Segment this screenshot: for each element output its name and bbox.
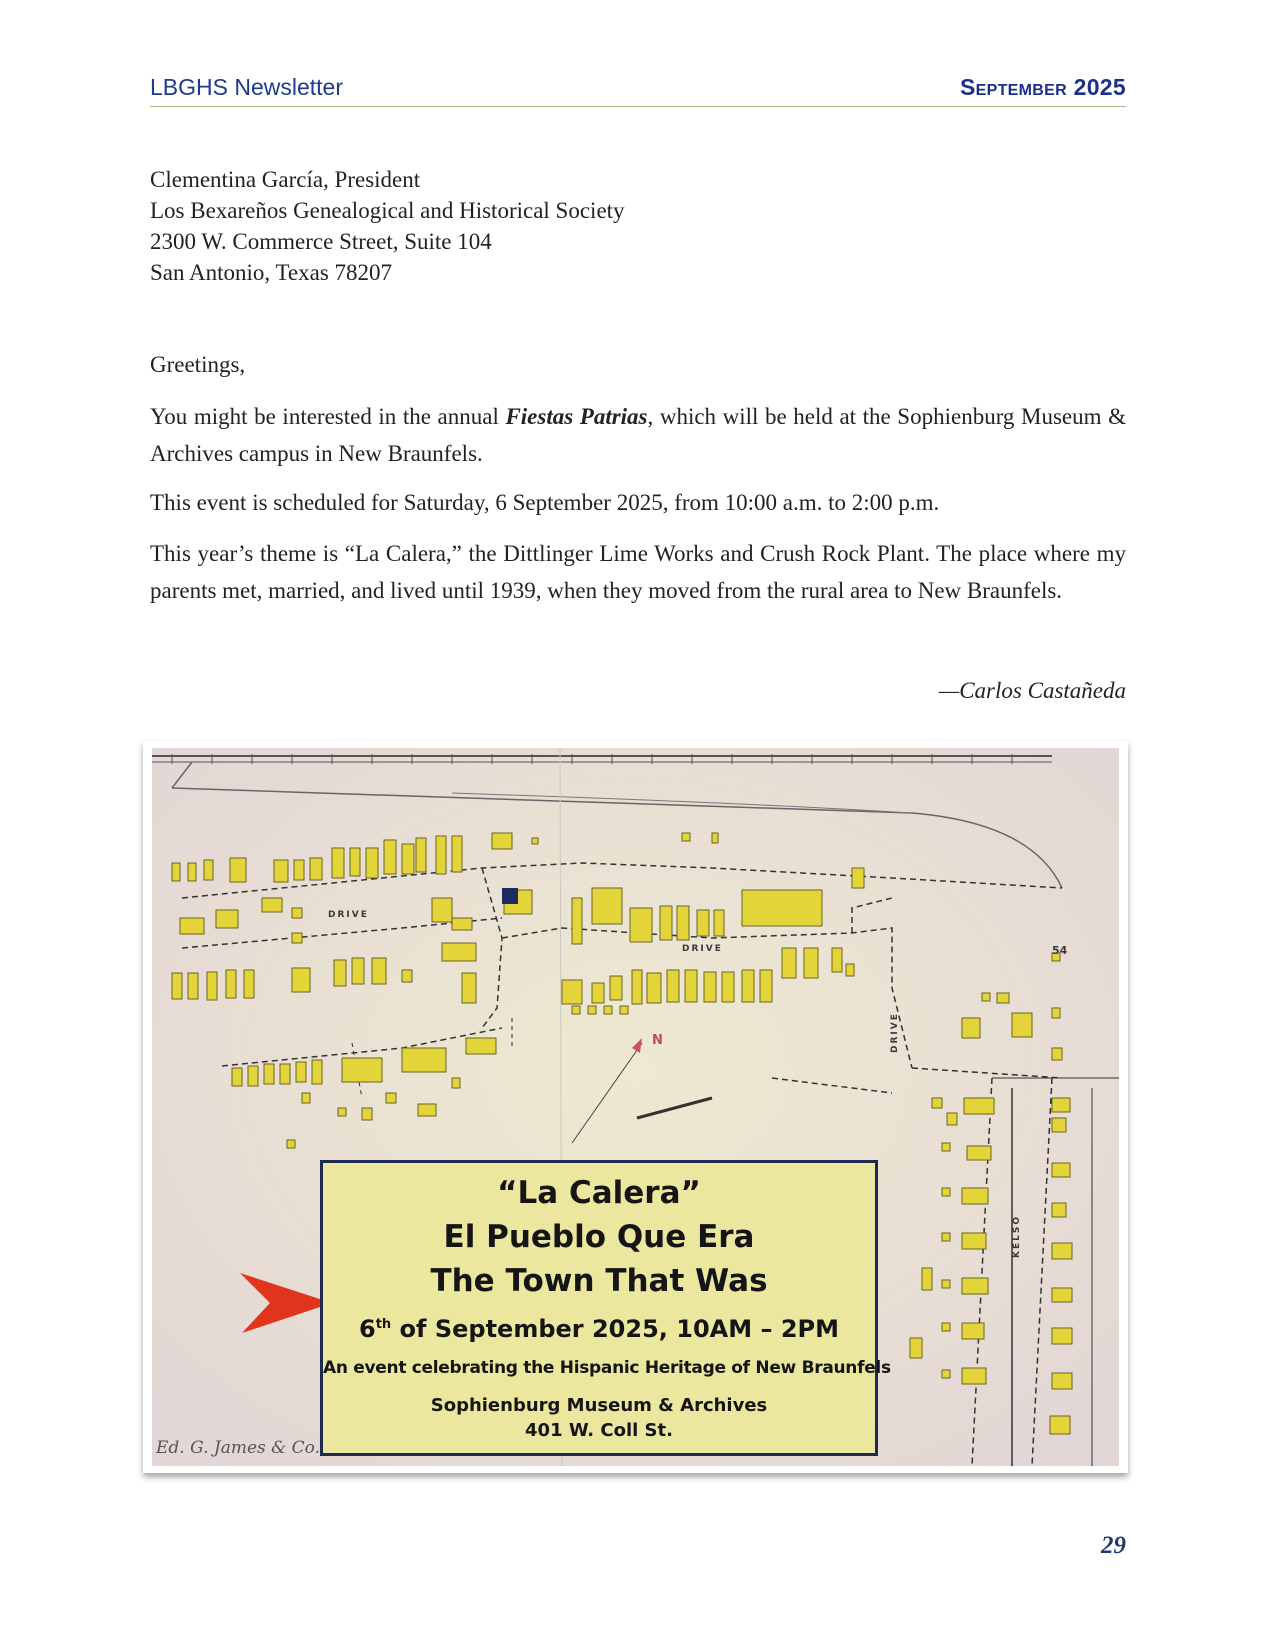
cartographer-signature: Ed. G. James & Co.	[156, 1438, 321, 1458]
map-label-drive-2: DRIVE	[682, 944, 723, 954]
sign-day: 6	[359, 1315, 376, 1343]
address-block	[150, 164, 625, 288]
event-flyer-photo	[143, 741, 1128, 1473]
map-label-drive-3: DRIVE	[890, 1012, 900, 1053]
map-label-54: 54	[1052, 944, 1068, 957]
paragraph-1-start: You might be interested in the annual	[150, 404, 506, 429]
paragraph-1-end: , which will be held at the Sophienburg Museum & Archives campus in New Braunfels.	[150, 404, 1126, 466]
address-line-name: Clementina García, President	[150, 167, 421, 192]
paragraph-2: This event is scheduled for Saturday, 6 September 2025, from 10:00 a.m. to 2:00 p.m.	[150, 490, 940, 515]
sign-date-rest: of September 2025, 10AM – 2PM	[391, 1315, 839, 1343]
issue-date: September 2025	[960, 74, 1126, 100]
address-line-city: San Antonio, Texas 78207	[150, 260, 393, 285]
map-label-kelso: KELSO	[1012, 1215, 1022, 1258]
page-header	[150, 72, 1126, 107]
paragraph-3: This year’s theme is “La Calera,” the Dittlinger Lime Works and Crush Rock Plant. The place where my parents met, married, and lived until 1939, when they moved from the rural area to New Braunfels.	[150, 541, 1126, 603]
sign-day-suffix: th	[375, 1317, 392, 1332]
page-number: 29	[1101, 1532, 1126, 1559]
greeting: Greetings,	[150, 352, 246, 377]
signature: —Carlos Castañeda	[938, 678, 1126, 703]
sign-subtitle-spanish: El Pueblo Que Era	[443, 1219, 755, 1255]
event-name: Fiestas Patrias	[505, 404, 648, 429]
sign-venue: Sophienburg Museum & Archives	[430, 1395, 768, 1416]
event-sign	[320, 1160, 891, 1456]
sign-title: “La Calera”	[497, 1175, 701, 1211]
map-label-drive-1: DRIVE	[328, 910, 369, 920]
sign-address: 401 W. Coll St.	[525, 1420, 673, 1441]
sign-description: An event celebrating the Hispanic Heritage of New Braunfels	[323, 1358, 891, 1378]
address-line-organization: Los Bexareños Genealogical and Historical Society	[150, 198, 625, 223]
sign-date-time	[323, 1315, 875, 1343]
address-line-street: 2300 W. Commerce Street, Suite 104	[150, 229, 492, 254]
map-label-north: N	[652, 1033, 665, 1048]
historic-map	[152, 748, 1119, 1466]
paragraph-1	[150, 398, 1126, 472]
sign-subtitle-english: The Town That Was	[430, 1263, 768, 1299]
newsletter-title: LBGHS Newsletter	[150, 74, 344, 100]
